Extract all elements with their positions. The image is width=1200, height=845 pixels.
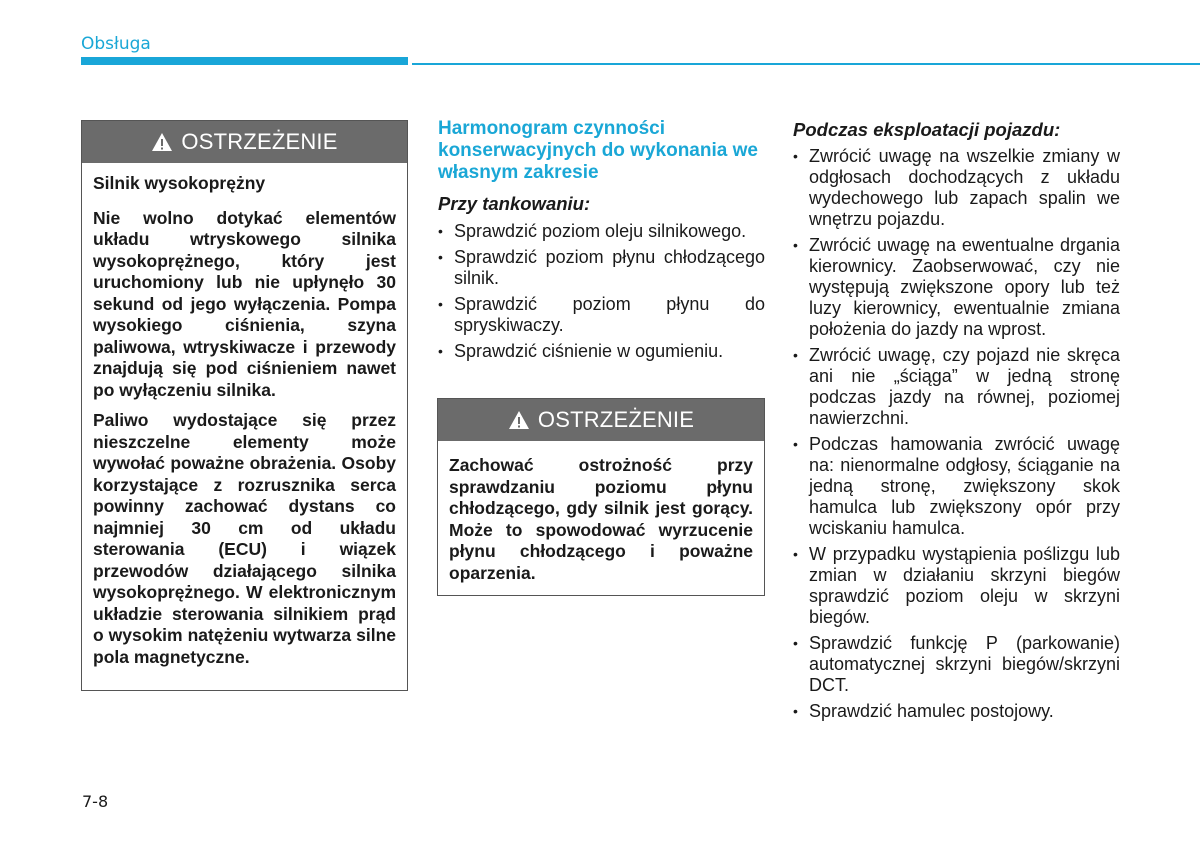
diesel-warning-box	[81, 120, 408, 691]
list-item: • Zwrócić uwagę na wszelkie zmiany w odgłosach dochodzących z układu wydechowego lub zapach spalin we wnętrzu pojazdu.	[793, 146, 1120, 230]
warning-triangle-icon	[508, 410, 530, 430]
warning-triangle-icon	[151, 132, 173, 152]
list-item: • Podczas hamowania zwrócić uwagę na: nienormalne odgłosy, ściąganie na jedną stronę, zwiększony skok hamulca lub zwiększony opór przy wciskaniu hamulca.	[793, 434, 1120, 539]
refuel-heading: Przy tankowaniu:	[438, 193, 591, 214]
warning-title: OSTRZEŻENIE	[181, 129, 338, 154]
operation-list	[793, 146, 1120, 727]
list-item: • Sprawdzić poziom oleju silnikowego.	[438, 221, 765, 242]
list-item: • Sprawdzić poziom płynu do spryskiwaczy.	[438, 294, 765, 336]
section-label: Obsługa	[81, 34, 151, 54]
operation-heading: Podczas eksploatacji pojazdu:	[793, 119, 1061, 140]
warning-title: OSTRZEŻENIE	[537, 407, 695, 432]
warning-header	[438, 399, 764, 441]
list-item: • Sprawdzić poziom płynu chłodzącego silnik.	[438, 247, 765, 289]
warning-subtitle: Silnik wysokoprężny	[93, 173, 266, 193]
maintenance-schedule-heading: Harmonogram czynności konserwacyjnych do wykonania we własnym zakresie	[438, 118, 758, 183]
warning-paragraph: Zachować ostrożność przy sprawdzaniu poziomu płynu chłodzącego, gdy silnik jest gorący. Może to spowodować wyrzucenie płynu chłodzącego i poważne oparzenia.	[449, 455, 753, 583]
coolant-warning-box	[437, 398, 765, 596]
list-item: • Zwrócić uwagę na ewentualne drgania kierownicy. Zaobserwować, czy nie występują zwiększone opory lub też luzy kierownicy, ewentualnie zmiana położenia do jazdy na wprost.	[793, 235, 1120, 340]
list-item: • Zwrócić uwagę, czy pojazd nie skręca ani nie „ściąga” w jedną stronę podczas jazdy na równej, poziomej nawierzchni.	[793, 345, 1120, 429]
list-item: • Sprawdzić hamulec postojowy.	[793, 701, 1120, 722]
warning-header	[82, 121, 407, 163]
list-item: • Sprawdzić funkcję P (parkowanie) automatycznej skrzyni biegów/skrzyni DCT.	[793, 633, 1120, 696]
warning-paragraph: Paliwo wydostające się przez nieszczelne elementy może wywołać poważne obrażenia. Osoby korzystające z rozrusznika serca powinny zachować dystans co najmniej 30 cm od układu sterowania (ECU) i wiązek przewodów działającego silnika wysokoprężnego. W elektronicznym układzie sterowania silnikiem prąd o wysokim natężeniu wytwarza silne pola magnetyczne.	[93, 410, 396, 667]
page-number: 7-8	[82, 792, 109, 811]
refuel-list	[438, 221, 765, 367]
list-item: • Sprawdzić ciśnienie w ogumieniu.	[438, 341, 765, 362]
warning-paragraph: Nie wolno dotykać elementów układu wtryskowego silnika wysokoprężnego, który jest uruchomiony lub nie upłynęło 30 sekund od jego wyłączenia. Pompa wysokiego ciśnienia, szyna paliwowa, wtryskiwacze i przewody znajdują się pod ciśnieniem nawet po wyłączeniu silnika.	[93, 207, 396, 400]
warning-body	[438, 441, 764, 584]
warning-body	[82, 163, 407, 668]
header-rule-thick	[81, 57, 408, 65]
header-rule-thin	[412, 63, 1200, 65]
list-item: • W przypadku wystąpienia poślizgu lub zmian w działaniu skrzyni biegów sprawdzić poziom oleju w skrzyni biegów.	[793, 544, 1120, 628]
